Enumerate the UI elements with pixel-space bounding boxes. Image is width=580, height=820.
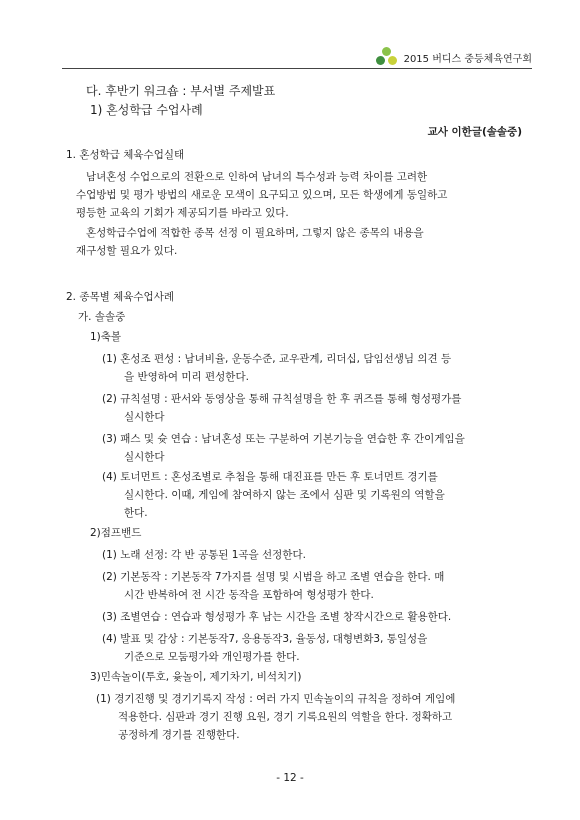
paragraph-line: 재구성할 필요가 있다. bbox=[76, 245, 178, 257]
list-item: (1) 혼성조 편성 : 남녀비율, 운동수준, 교우관계, 리더십, 담임선생님 의견 등 bbox=[102, 353, 452, 365]
paragraph-line: 혼성학급수업에 적합한 종목 선정 이 필요하며, 그렇지 않은 종목의 내용을 bbox=[86, 227, 424, 239]
list-item: (4) 발표 및 감상 : 기본동작7, 응용동작3, 율동성, 대형변화3, 통일성을 bbox=[102, 633, 428, 645]
workshop-heading: 다. 후반기 워크숍 : 부서별 주제발표 bbox=[86, 84, 276, 98]
list-item-continued: 적용한다. 심판과 경기 진행 요원, 경기 기록요원의 역할을 한다. 정확하고 bbox=[118, 711, 453, 723]
list-item-continued: 공정하게 경기를 진행한다. bbox=[118, 729, 240, 741]
paragraph-line: 남녀혼성 수업으로의 전환으로 인하여 남녀의 특수성과 능력 차이를 고려한 bbox=[86, 171, 428, 183]
list-item: (1) 노래 선정: 각 반 공통된 1곡을 선정한다. bbox=[102, 549, 306, 561]
header-title: 2015 버디스 중등체육연구회 bbox=[403, 53, 532, 65]
page-header bbox=[62, 46, 532, 69]
section1-title: 1. 혼성학급 체육수업실태 bbox=[66, 149, 185, 161]
list-item-continued: 시간 반복하여 전 시간 동작을 포함하여 형성평가 한다. bbox=[124, 589, 374, 601]
page-number: - 12 - bbox=[276, 772, 304, 784]
section2-title: 2. 종목별 체육수업사례 bbox=[66, 291, 174, 303]
paragraph-line: 평등한 교육의 기회가 제공되기를 바라고 있다. bbox=[76, 207, 289, 219]
list-item: (1) 경기진행 및 경기기록지 작성 : 여러 가지 민속놀이의 규칙을 정하여 게임에 bbox=[96, 693, 456, 705]
activity-title-soccer: 1)축볼 bbox=[90, 331, 122, 343]
list-item: (3) 패스 및 슛 연습 : 남녀혼성 또는 구분하여 기본기능을 연습한 후 간이게임을 bbox=[102, 433, 465, 445]
list-item-continued: 기준으로 모둠평가와 개인평가를 한다. bbox=[124, 651, 300, 663]
list-item-continued: 한다. bbox=[124, 507, 148, 519]
author: 교사 이한글(솔솔중) bbox=[427, 126, 522, 138]
activity-title-folk: 3)민속놀이(투호, 윷놀이, 제기차기, 비석치기) bbox=[90, 671, 302, 683]
list-item-continued: 을 반영하여 미리 편성한다. bbox=[124, 371, 249, 383]
list-item-continued: 실시한다 bbox=[124, 451, 165, 463]
paragraph-line: 수업방법 및 평가 방법의 새로운 모색이 요구되고 있으며, 모든 학생에게 동일하고 bbox=[76, 189, 448, 201]
list-item-continued: 실시한다 bbox=[124, 411, 165, 423]
list-item: (3) 조별연습 : 연습과 형성평가 후 남는 시간을 조별 창작시간으로 활용한다. bbox=[102, 611, 452, 623]
list-item: (4) 토너먼트 : 혼성조별로 추첨을 통해 대진표를 만든 후 토너먼트 경기를 bbox=[102, 471, 438, 483]
list-item: (2) 기본동작 : 기본동작 7가지를 설명 및 시범을 하고 조별 연습을 한다. 매 bbox=[102, 571, 445, 583]
subtitle: 1) 혼성학급 수업사례 bbox=[90, 103, 203, 117]
list-item-continued: 실시한다. 이때, 게임에 참여하지 않는 조에서 심판 및 기록원의 역할을 bbox=[124, 489, 445, 501]
activity-title-jumpband: 2)점프밴드 bbox=[90, 527, 142, 539]
leaf-logo-icon bbox=[376, 47, 398, 67]
school-heading: 가. 솔솔중 bbox=[78, 311, 126, 323]
list-item: (2) 규칙설명 : 판서와 동영상을 통해 규칙설명을 한 후 퀴즈를 통해 형성평가를 bbox=[102, 393, 462, 405]
